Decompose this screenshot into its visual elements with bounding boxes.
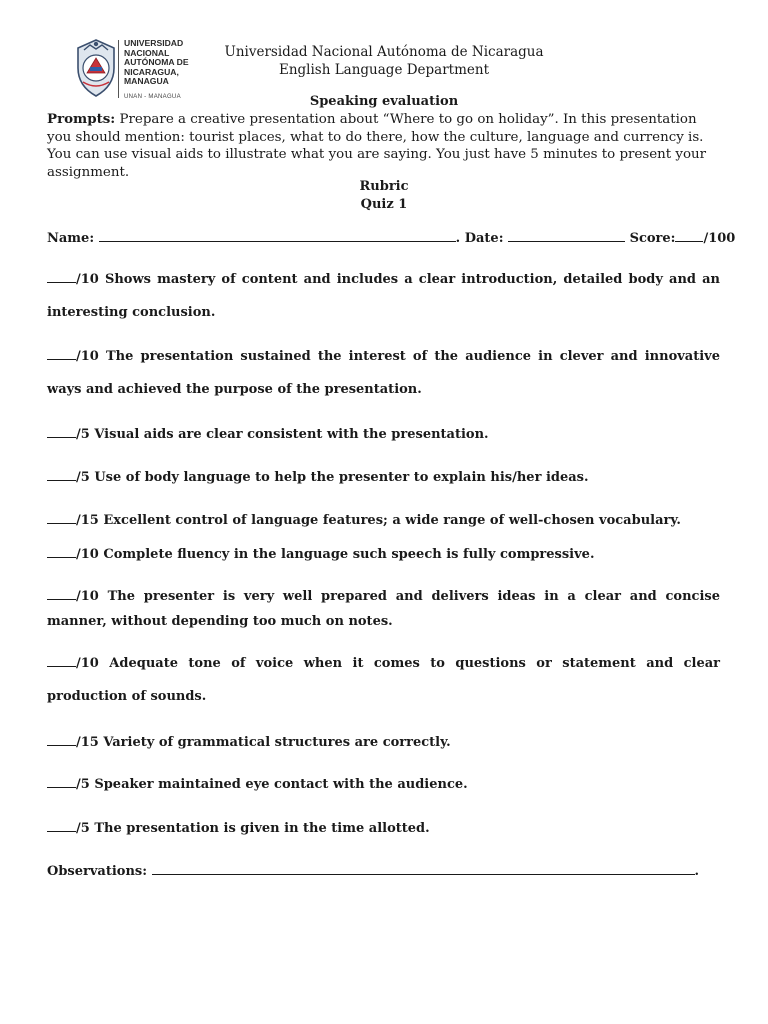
logo-line: UNIVERSIDAD [124,38,184,48]
criterion-item: /5 Use of body language to help the presenter to explain his/her ideas. [47,468,720,486]
criterion-score-field[interactable] [47,733,76,746]
observations-field[interactable] [152,862,695,875]
criterion-item: /5 The presentation is given in the time allotted. [47,819,720,837]
logo-line: NACIONAL [124,47,170,58]
score-label: Score: [629,231,676,246]
date-field[interactable] [508,229,625,242]
department-name: English Language Department [278,62,490,78]
logo-line: AUTÓNOMA DE [124,57,189,68]
criterion-item: /10 Shows mastery of content and includes a clear introduction, detailed body and an interesting conclusion. [47,272,720,320]
criterion-score-field[interactable] [47,545,76,558]
name-field[interactable] [99,229,456,242]
prompt-paragraph [47,111,723,181]
criterion-item: /10 The presenter is very well prepared and delivers ideas in a clear and concise manner, without depending too much on notes. [47,589,720,629]
criterion-score-field[interactable] [47,270,76,283]
criterion-item: /10 Adequate tone of voice when it comes to questions or statement and clear production of sounds. [47,656,720,704]
observations-line [47,862,723,879]
observations-label: Observations: [47,864,148,879]
criterion-item: /15 Excellent control of language features; a wide range of well-chosen vocabulary. [47,511,720,529]
name-label: Name: [47,231,95,246]
criterion-score-field[interactable] [47,425,76,438]
criterion-score-field[interactable] [47,347,76,360]
rubric-title: Rubric [359,179,409,194]
criterion-score-field[interactable] [47,819,76,832]
score-total: /100 [703,231,736,246]
prompt-text: Prepare a creative presentation about “Where to go on holiday”. In this presentation you should mention: tourist places, what to do there, how the culture, language and currency is. You can use visual aids to illustrate what you are saying. You just have 5 minutes to present your assignment. [47,112,707,180]
criterion-item: /5 Speaker maintained eye contact with the audience. [47,775,720,793]
criterion-item: /10 The presentation sustained the interest of the audience in clever and innovative ways and achieved the purpose of the presentation. [47,349,720,397]
observations-end: . [694,864,700,879]
logo-line: NICARAGUA, [124,66,179,77]
student-info-line [47,229,736,246]
logo-line: MANAGUA [124,76,169,87]
criterion-item: /15 Variety of grammatical structures are correctly. [47,733,720,751]
criterion-score-field[interactable] [47,587,76,600]
evaluation-title: Speaking evaluation [309,94,459,109]
criterion-item: /10 Complete fluency in the language such speech is fully compressive. [47,545,720,563]
quiz-title: Quiz 1 [360,197,408,212]
criterion-score-field[interactable] [47,654,76,667]
date-label: . Date: [455,231,504,246]
criterion-score-field[interactable] [47,468,76,481]
criterion-item: /5 Visual aids are clear consistent with the presentation. [47,425,720,443]
logo-subtitle: UNAN - MANAGUA [124,94,181,100]
prompt-label: Prompts: [47,111,116,127]
score-field[interactable] [675,229,703,242]
criterion-score-field[interactable] [47,775,76,788]
criterion-score-field[interactable] [47,511,76,524]
university-name: Universidad Nacional Autónoma de Nicaragua [224,44,544,60]
